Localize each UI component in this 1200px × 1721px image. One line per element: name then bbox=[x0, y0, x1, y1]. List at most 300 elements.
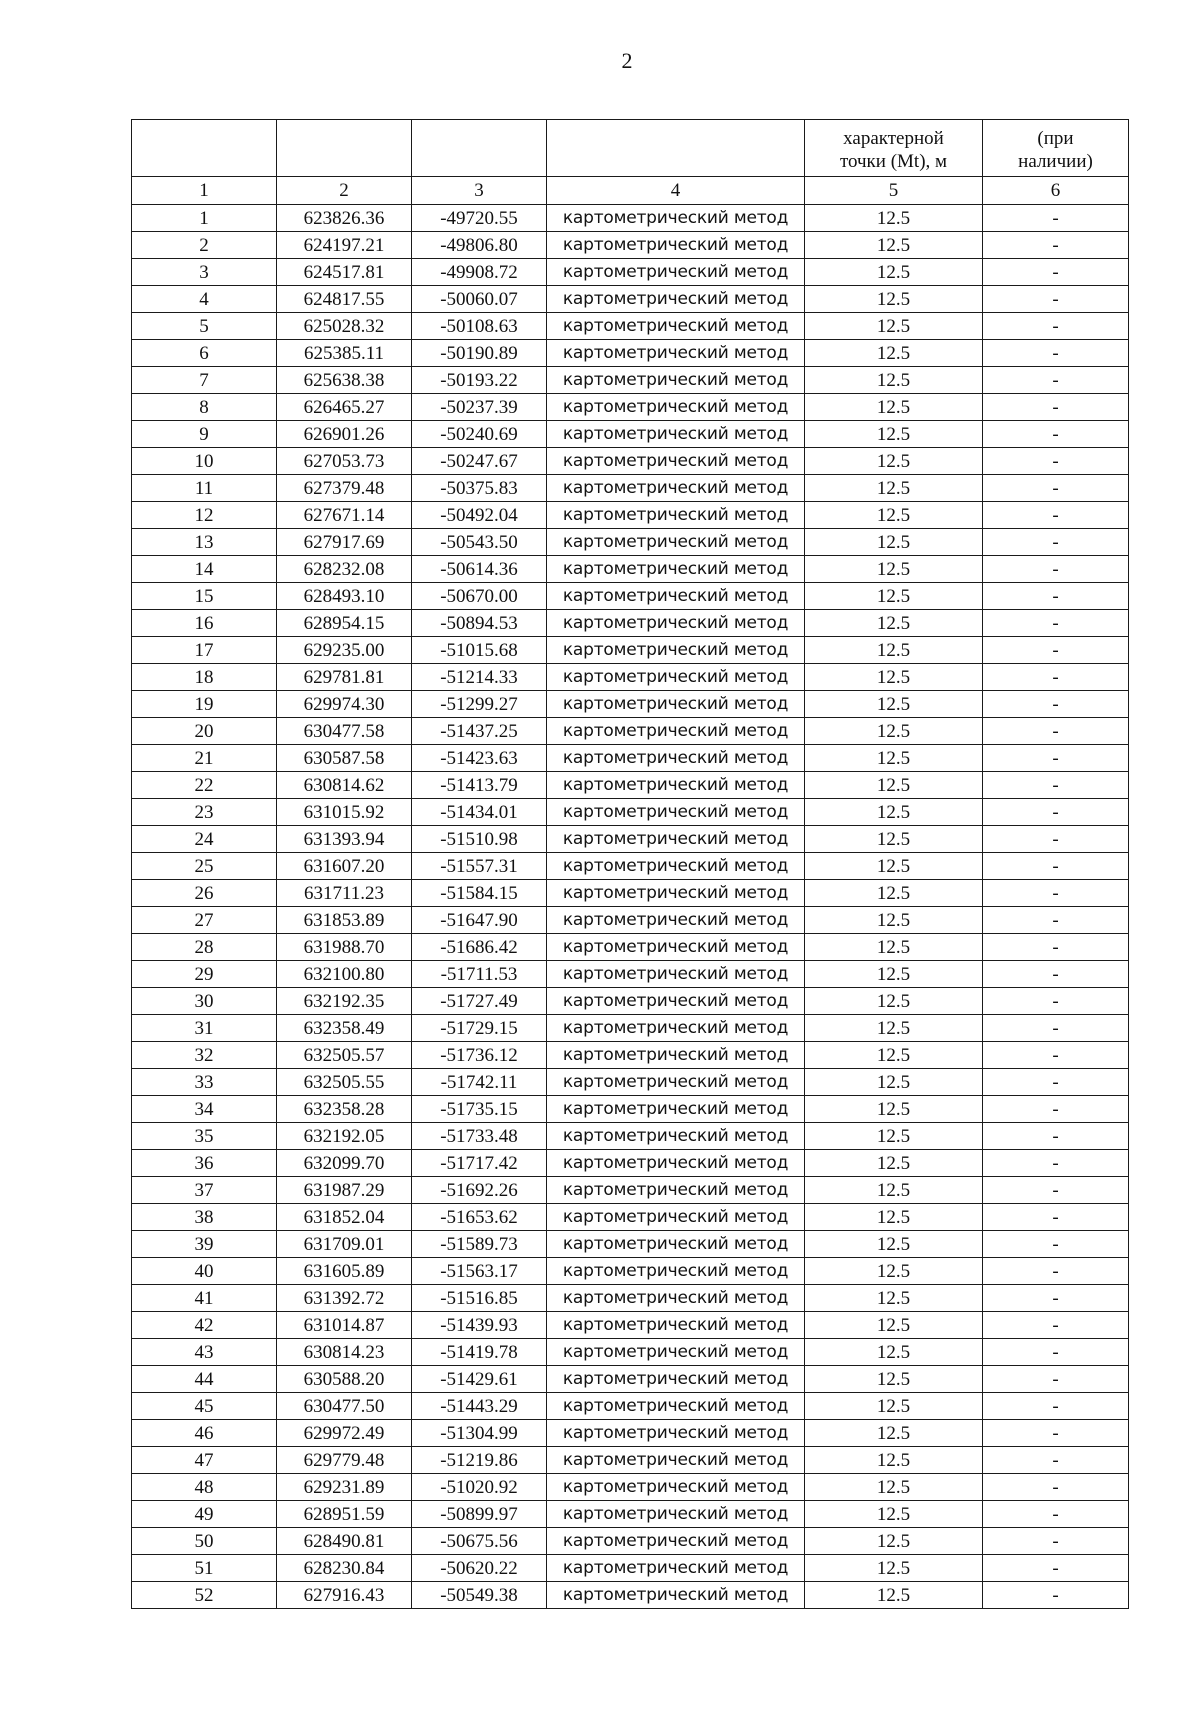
accuracy-cell: 12.5 bbox=[805, 475, 983, 502]
point-number-cell: 35 bbox=[132, 1123, 277, 1150]
x-coordinate-cell: 628232.08 bbox=[277, 556, 412, 583]
point-number-cell: 16 bbox=[132, 610, 277, 637]
x-coordinate-cell: 627916.43 bbox=[277, 1582, 412, 1609]
table-row bbox=[132, 961, 1129, 988]
method-cell: картометрический метод bbox=[547, 1555, 805, 1582]
note-cell: - bbox=[983, 799, 1129, 826]
method-cell: картометрический метод bbox=[547, 907, 805, 934]
method-cell: картометрический метод bbox=[547, 853, 805, 880]
method-cell: картометрический метод bbox=[547, 1474, 805, 1501]
x-coordinate-cell: 632192.35 bbox=[277, 988, 412, 1015]
x-coordinate-cell: 631987.29 bbox=[277, 1177, 412, 1204]
y-coordinate-cell: -51304.99 bbox=[412, 1420, 547, 1447]
x-coordinate-cell: 630477.50 bbox=[277, 1393, 412, 1420]
accuracy-cell: 12.5 bbox=[805, 691, 983, 718]
accuracy-cell: 12.5 bbox=[805, 1231, 983, 1258]
y-coordinate-cell: -51439.93 bbox=[412, 1312, 547, 1339]
y-coordinate-cell: -50108.63 bbox=[412, 313, 547, 340]
table-row bbox=[132, 259, 1129, 286]
point-number-cell: 52 bbox=[132, 1582, 277, 1609]
method-cell: картометрический метод bbox=[547, 1339, 805, 1366]
note-cell: - bbox=[983, 502, 1129, 529]
y-coordinate-cell: -51419.78 bbox=[412, 1339, 547, 1366]
table-row bbox=[132, 1231, 1129, 1258]
table-row bbox=[132, 691, 1129, 718]
method-cell: картометрический метод bbox=[547, 1150, 805, 1177]
method-cell: картометрический метод bbox=[547, 1528, 805, 1555]
note-cell: - bbox=[983, 1366, 1129, 1393]
x-coordinate-cell: 631853.89 bbox=[277, 907, 412, 934]
y-coordinate-cell: -51214.33 bbox=[412, 664, 547, 691]
y-coordinate-cell: -51717.42 bbox=[412, 1150, 547, 1177]
y-coordinate-cell: -51653.62 bbox=[412, 1204, 547, 1231]
y-coordinate-cell: -51516.85 bbox=[412, 1285, 547, 1312]
accuracy-cell: 12.5 bbox=[805, 1069, 983, 1096]
note-cell: - bbox=[983, 988, 1129, 1015]
x-coordinate-cell: 630477.58 bbox=[277, 718, 412, 745]
note-cell: - bbox=[983, 637, 1129, 664]
note-cell: - bbox=[983, 961, 1129, 988]
table-row bbox=[132, 556, 1129, 583]
method-cell: картометрический метод bbox=[547, 1015, 805, 1042]
note-cell: - bbox=[983, 583, 1129, 610]
x-coordinate-cell: 624517.81 bbox=[277, 259, 412, 286]
x-coordinate-cell: 631014.87 bbox=[277, 1312, 412, 1339]
x-coordinate-cell: 629235.00 bbox=[277, 637, 412, 664]
y-coordinate-cell: -49908.72 bbox=[412, 259, 547, 286]
x-coordinate-cell: 626901.26 bbox=[277, 421, 412, 448]
note-cell: - bbox=[983, 1096, 1129, 1123]
point-number-cell: 3 bbox=[132, 259, 277, 286]
method-cell: картометрический метод bbox=[547, 934, 805, 961]
accuracy-cell: 12.5 bbox=[805, 1366, 983, 1393]
y-coordinate-cell: -51692.26 bbox=[412, 1177, 547, 1204]
y-coordinate-cell: -51423.63 bbox=[412, 745, 547, 772]
point-number-cell: 21 bbox=[132, 745, 277, 772]
accuracy-cell: 12.5 bbox=[805, 367, 983, 394]
accuracy-cell: 12.5 bbox=[805, 1096, 983, 1123]
note-cell: - bbox=[983, 1420, 1129, 1447]
point-number-cell: 7 bbox=[132, 367, 277, 394]
y-coordinate-cell: -51219.86 bbox=[412, 1447, 547, 1474]
note-cell: - bbox=[983, 475, 1129, 502]
table-row bbox=[132, 637, 1129, 664]
accuracy-cell: 12.5 bbox=[805, 853, 983, 880]
point-number-cell: 34 bbox=[132, 1096, 277, 1123]
note-cell: - bbox=[983, 1123, 1129, 1150]
table-row bbox=[132, 1447, 1129, 1474]
x-coordinate-cell: 628954.15 bbox=[277, 610, 412, 637]
table-row bbox=[132, 583, 1129, 610]
accuracy-cell: 12.5 bbox=[805, 880, 983, 907]
note-cell: - bbox=[983, 718, 1129, 745]
y-coordinate-cell: -51647.90 bbox=[412, 907, 547, 934]
y-coordinate-cell: -50237.39 bbox=[412, 394, 547, 421]
column-number-row bbox=[132, 177, 1129, 205]
accuracy-cell: 12.5 bbox=[805, 313, 983, 340]
accuracy-cell: 12.5 bbox=[805, 1123, 983, 1150]
table-row bbox=[132, 745, 1129, 772]
note-cell: - bbox=[983, 1447, 1129, 1474]
note-cell: - bbox=[983, 1312, 1129, 1339]
table-row bbox=[132, 1366, 1129, 1393]
header-cell-3 bbox=[412, 120, 547, 177]
note-cell: - bbox=[983, 394, 1129, 421]
x-coordinate-cell: 629231.89 bbox=[277, 1474, 412, 1501]
note-cell: - bbox=[983, 1474, 1129, 1501]
accuracy-cell: 12.5 bbox=[805, 1015, 983, 1042]
y-coordinate-cell: -51686.42 bbox=[412, 934, 547, 961]
table-row bbox=[132, 1123, 1129, 1150]
table-row bbox=[132, 1312, 1129, 1339]
x-coordinate-cell: 624197.21 bbox=[277, 232, 412, 259]
table-row bbox=[132, 421, 1129, 448]
point-number-cell: 51 bbox=[132, 1555, 277, 1582]
point-number-cell: 39 bbox=[132, 1231, 277, 1258]
table-row bbox=[132, 1393, 1129, 1420]
x-coordinate-cell: 627053.73 bbox=[277, 448, 412, 475]
y-coordinate-cell: -50675.56 bbox=[412, 1528, 547, 1555]
note-cell: - bbox=[983, 232, 1129, 259]
table-row bbox=[132, 1582, 1129, 1609]
table-row bbox=[132, 1096, 1129, 1123]
table-row bbox=[132, 718, 1129, 745]
method-cell: картометрический метод bbox=[547, 556, 805, 583]
y-coordinate-cell: -50670.00 bbox=[412, 583, 547, 610]
table-row bbox=[132, 1204, 1129, 1231]
point-number-cell: 44 bbox=[132, 1366, 277, 1393]
table-row bbox=[132, 340, 1129, 367]
point-number-cell: 49 bbox=[132, 1501, 277, 1528]
note-cell: - bbox=[983, 880, 1129, 907]
y-coordinate-cell: -51584.15 bbox=[412, 880, 547, 907]
point-number-cell: 43 bbox=[132, 1339, 277, 1366]
y-coordinate-cell: -51589.73 bbox=[412, 1231, 547, 1258]
y-coordinate-cell: -51736.12 bbox=[412, 1042, 547, 1069]
accuracy-cell: 12.5 bbox=[805, 1528, 983, 1555]
method-cell: картометрический метод bbox=[547, 961, 805, 988]
page-number: 2 bbox=[621, 48, 633, 73]
table-row bbox=[132, 1042, 1129, 1069]
accuracy-cell: 12.5 bbox=[805, 1258, 983, 1285]
accuracy-cell: 12.5 bbox=[805, 205, 983, 232]
accuracy-cell: 12.5 bbox=[805, 1312, 983, 1339]
point-number-cell: 26 bbox=[132, 880, 277, 907]
method-cell: картометрический метод bbox=[547, 583, 805, 610]
x-coordinate-cell: 627379.48 bbox=[277, 475, 412, 502]
method-cell: картометрический метод bbox=[547, 1204, 805, 1231]
note-cell: - bbox=[983, 610, 1129, 637]
point-number-cell: 22 bbox=[132, 772, 277, 799]
y-coordinate-cell: -50060.07 bbox=[412, 286, 547, 313]
header-cell-1 bbox=[132, 120, 277, 177]
point-number-cell: 6 bbox=[132, 340, 277, 367]
y-coordinate-cell: -50492.04 bbox=[412, 502, 547, 529]
accuracy-cell: 12.5 bbox=[805, 610, 983, 637]
note-cell: - bbox=[983, 286, 1129, 313]
accuracy-cell: 12.5 bbox=[805, 907, 983, 934]
point-number-cell: 4 bbox=[132, 286, 277, 313]
y-coordinate-cell: -51733.48 bbox=[412, 1123, 547, 1150]
x-coordinate-cell: 630587.58 bbox=[277, 745, 412, 772]
accuracy-cell: 12.5 bbox=[805, 448, 983, 475]
method-cell: картометрический метод bbox=[547, 745, 805, 772]
x-coordinate-cell: 631607.20 bbox=[277, 853, 412, 880]
method-cell: картометрический метод bbox=[547, 826, 805, 853]
point-number-cell: 11 bbox=[132, 475, 277, 502]
point-number-cell: 15 bbox=[132, 583, 277, 610]
x-coordinate-cell: 624817.55 bbox=[277, 286, 412, 313]
note-cell: - bbox=[983, 1528, 1129, 1555]
point-number-cell: 31 bbox=[132, 1015, 277, 1042]
x-coordinate-cell: 631605.89 bbox=[277, 1258, 412, 1285]
y-coordinate-cell: -51413.79 bbox=[412, 772, 547, 799]
note-cell: - bbox=[983, 853, 1129, 880]
point-number-cell: 45 bbox=[132, 1393, 277, 1420]
accuracy-cell: 12.5 bbox=[805, 664, 983, 691]
method-cell: картометрический метод bbox=[547, 988, 805, 1015]
accuracy-cell: 12.5 bbox=[805, 286, 983, 313]
table-row bbox=[132, 475, 1129, 502]
accuracy-cell: 12.5 bbox=[805, 637, 983, 664]
method-cell: картометрический метод bbox=[547, 1393, 805, 1420]
table-row bbox=[132, 664, 1129, 691]
header-cell-4 bbox=[547, 120, 805, 177]
point-number-cell: 42 bbox=[132, 1312, 277, 1339]
method-cell: картометрический метод bbox=[547, 610, 805, 637]
method-cell: картометрический метод bbox=[547, 1042, 805, 1069]
method-cell: картометрический метод bbox=[547, 880, 805, 907]
table-row bbox=[132, 610, 1129, 637]
column-number: 2 bbox=[277, 177, 412, 205]
accuracy-cell: 12.5 bbox=[805, 718, 983, 745]
method-cell: картометрический метод bbox=[547, 1501, 805, 1528]
accuracy-cell: 12.5 bbox=[805, 745, 983, 772]
point-number-cell: 30 bbox=[132, 988, 277, 1015]
method-cell: картометрический метод bbox=[547, 313, 805, 340]
table-row bbox=[132, 232, 1129, 259]
method-cell: картометрический метод bbox=[547, 286, 805, 313]
table-row bbox=[132, 1339, 1129, 1366]
accuracy-cell: 12.5 bbox=[805, 772, 983, 799]
y-coordinate-cell: -50543.50 bbox=[412, 529, 547, 556]
method-cell: картометрический метод bbox=[547, 1069, 805, 1096]
method-cell: картометрический метод bbox=[547, 1258, 805, 1285]
table-row bbox=[132, 826, 1129, 853]
x-coordinate-cell: 630814.23 bbox=[277, 1339, 412, 1366]
method-cell: картометрический метод bbox=[547, 448, 805, 475]
accuracy-cell: 12.5 bbox=[805, 556, 983, 583]
point-number-cell: 19 bbox=[132, 691, 277, 718]
method-cell: картометрический метод bbox=[547, 1096, 805, 1123]
method-cell: картометрический метод bbox=[547, 1231, 805, 1258]
table-row bbox=[132, 1069, 1129, 1096]
x-coordinate-cell: 632358.28 bbox=[277, 1096, 412, 1123]
note-cell: - bbox=[983, 772, 1129, 799]
method-cell: картометрический метод bbox=[547, 259, 805, 286]
x-coordinate-cell: 627917.69 bbox=[277, 529, 412, 556]
y-coordinate-cell: -51437.25 bbox=[412, 718, 547, 745]
method-cell: картометрический метод bbox=[547, 1312, 805, 1339]
y-coordinate-cell: -50614.36 bbox=[412, 556, 547, 583]
point-number-cell: 28 bbox=[132, 934, 277, 961]
method-cell: картометрический метод bbox=[547, 421, 805, 448]
note-cell: - bbox=[983, 1582, 1129, 1609]
y-coordinate-cell: -50247.67 bbox=[412, 448, 547, 475]
table-row bbox=[132, 1177, 1129, 1204]
table-row bbox=[132, 907, 1129, 934]
table-row bbox=[132, 1501, 1129, 1528]
y-coordinate-cell: -51563.17 bbox=[412, 1258, 547, 1285]
method-cell: картометрический метод bbox=[547, 367, 805, 394]
column-number: 6 bbox=[983, 177, 1129, 205]
point-number-cell: 18 bbox=[132, 664, 277, 691]
x-coordinate-cell: 632100.80 bbox=[277, 961, 412, 988]
note-cell: - bbox=[983, 448, 1129, 475]
x-coordinate-cell: 625028.32 bbox=[277, 313, 412, 340]
accuracy-cell: 12.5 bbox=[805, 1447, 983, 1474]
accuracy-cell: 12.5 bbox=[805, 259, 983, 286]
x-coordinate-cell: 631852.04 bbox=[277, 1204, 412, 1231]
x-coordinate-cell: 629974.30 bbox=[277, 691, 412, 718]
point-number-cell: 2 bbox=[132, 232, 277, 259]
x-coordinate-cell: 631393.94 bbox=[277, 826, 412, 853]
accuracy-cell: 12.5 bbox=[805, 934, 983, 961]
x-coordinate-cell: 631709.01 bbox=[277, 1231, 412, 1258]
note-cell: - bbox=[983, 1204, 1129, 1231]
method-cell: картометрический метод bbox=[547, 637, 805, 664]
note-cell: - bbox=[983, 826, 1129, 853]
x-coordinate-cell: 631711.23 bbox=[277, 880, 412, 907]
accuracy-cell: 12.5 bbox=[805, 1285, 983, 1312]
header-cell-note: (при наличии) bbox=[983, 120, 1129, 177]
point-number-cell: 38 bbox=[132, 1204, 277, 1231]
x-coordinate-cell: 625385.11 bbox=[277, 340, 412, 367]
x-coordinate-cell: 629972.49 bbox=[277, 1420, 412, 1447]
table-row bbox=[132, 448, 1129, 475]
point-number-cell: 1 bbox=[132, 205, 277, 232]
table-row bbox=[132, 772, 1129, 799]
accuracy-cell: 12.5 bbox=[805, 799, 983, 826]
y-coordinate-cell: -51020.92 bbox=[412, 1474, 547, 1501]
method-cell: картометрический метод bbox=[547, 799, 805, 826]
x-coordinate-cell: 631392.72 bbox=[277, 1285, 412, 1312]
accuracy-cell: 12.5 bbox=[805, 583, 983, 610]
y-coordinate-cell: -51711.53 bbox=[412, 961, 547, 988]
note-cell: - bbox=[983, 1393, 1129, 1420]
point-number-cell: 5 bbox=[132, 313, 277, 340]
y-coordinate-cell: -50620.22 bbox=[412, 1555, 547, 1582]
x-coordinate-cell: 626465.27 bbox=[277, 394, 412, 421]
accuracy-cell: 12.5 bbox=[805, 1474, 983, 1501]
table-body bbox=[132, 120, 1129, 1609]
x-coordinate-cell: 628230.84 bbox=[277, 1555, 412, 1582]
y-coordinate-cell: -51735.15 bbox=[412, 1096, 547, 1123]
note-cell: - bbox=[983, 664, 1129, 691]
y-coordinate-cell: -50894.53 bbox=[412, 610, 547, 637]
note-cell: - bbox=[983, 1042, 1129, 1069]
accuracy-cell: 12.5 bbox=[805, 1420, 983, 1447]
point-number-cell: 23 bbox=[132, 799, 277, 826]
point-number-cell: 48 bbox=[132, 1474, 277, 1501]
accuracy-cell: 12.5 bbox=[805, 1393, 983, 1420]
accuracy-cell: 12.5 bbox=[805, 421, 983, 448]
method-cell: картометрический метод bbox=[547, 394, 805, 421]
note-cell: - bbox=[983, 421, 1129, 448]
method-cell: картометрический метод bbox=[547, 1420, 805, 1447]
note-cell: - bbox=[983, 529, 1129, 556]
x-coordinate-cell: 625638.38 bbox=[277, 367, 412, 394]
point-number-cell: 36 bbox=[132, 1150, 277, 1177]
coordinates-table bbox=[131, 119, 1129, 1609]
point-number-cell: 17 bbox=[132, 637, 277, 664]
method-cell: картометрический метод bbox=[547, 1366, 805, 1393]
point-number-cell: 46 bbox=[132, 1420, 277, 1447]
table-row bbox=[132, 1258, 1129, 1285]
method-cell: картометрический метод bbox=[547, 1177, 805, 1204]
y-coordinate-cell: -50240.69 bbox=[412, 421, 547, 448]
note-cell: - bbox=[983, 934, 1129, 961]
note-cell: - bbox=[983, 1555, 1129, 1582]
note-cell: - bbox=[983, 691, 1129, 718]
method-cell: картометрический метод bbox=[547, 1123, 805, 1150]
note-cell: - bbox=[983, 556, 1129, 583]
table-row bbox=[132, 934, 1129, 961]
accuracy-cell: 12.5 bbox=[805, 961, 983, 988]
accuracy-cell: 12.5 bbox=[805, 988, 983, 1015]
note-cell: - bbox=[983, 259, 1129, 286]
point-number-cell: 27 bbox=[132, 907, 277, 934]
note-cell: - bbox=[983, 1258, 1129, 1285]
table-row bbox=[132, 988, 1129, 1015]
y-coordinate-cell: -51429.61 bbox=[412, 1366, 547, 1393]
x-coordinate-cell: 623826.36 bbox=[277, 205, 412, 232]
table-row bbox=[132, 1474, 1129, 1501]
note-cell: - bbox=[983, 1177, 1129, 1204]
table-row bbox=[132, 1528, 1129, 1555]
table-row bbox=[132, 529, 1129, 556]
x-coordinate-cell: 632358.49 bbox=[277, 1015, 412, 1042]
y-coordinate-cell: -50375.83 bbox=[412, 475, 547, 502]
point-number-cell: 37 bbox=[132, 1177, 277, 1204]
y-coordinate-cell: -51742.11 bbox=[412, 1069, 547, 1096]
accuracy-cell: 12.5 bbox=[805, 826, 983, 853]
method-cell: картометрический метод bbox=[547, 691, 805, 718]
column-number: 3 bbox=[412, 177, 547, 205]
x-coordinate-cell: 630814.62 bbox=[277, 772, 412, 799]
table-row bbox=[132, 205, 1129, 232]
accuracy-cell: 12.5 bbox=[805, 232, 983, 259]
y-coordinate-cell: -50549.38 bbox=[412, 1582, 547, 1609]
column-number: 1 bbox=[132, 177, 277, 205]
table-row bbox=[132, 1285, 1129, 1312]
method-cell: картометрический метод bbox=[547, 1582, 805, 1609]
table-row bbox=[132, 880, 1129, 907]
method-cell: картометрический метод bbox=[547, 718, 805, 745]
y-coordinate-cell: -50190.89 bbox=[412, 340, 547, 367]
accuracy-cell: 12.5 bbox=[805, 502, 983, 529]
method-cell: картометрический метод bbox=[547, 232, 805, 259]
table-row bbox=[132, 1420, 1129, 1447]
y-coordinate-cell: -51015.68 bbox=[412, 637, 547, 664]
x-coordinate-cell: 632505.55 bbox=[277, 1069, 412, 1096]
point-number-cell: 8 bbox=[132, 394, 277, 421]
x-coordinate-cell: 628490.81 bbox=[277, 1528, 412, 1555]
point-number-cell: 41 bbox=[132, 1285, 277, 1312]
x-coordinate-cell: 627671.14 bbox=[277, 502, 412, 529]
method-cell: картометрический метод bbox=[547, 1447, 805, 1474]
point-number-cell: 20 bbox=[132, 718, 277, 745]
